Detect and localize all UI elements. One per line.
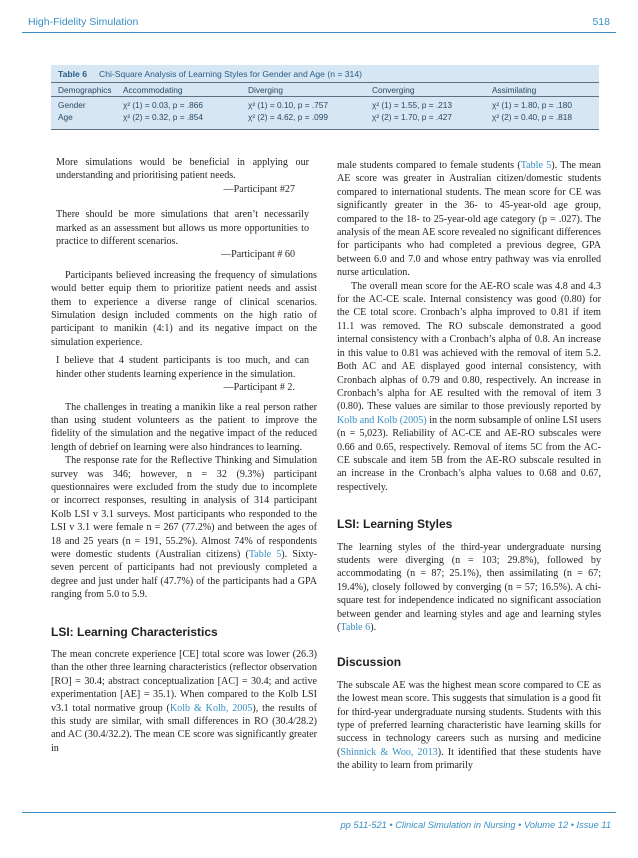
paragraph: The subscale AE was the highest mean score compared to CE as the lowest mean score. This suggests that simulation is a good fit for third-year undergraduate nursing students. Students with this type of preferred learning characteristic have learning skills for success in technology careers such as nursing and medicine (Shinnick & Woo, 2013). It identified that these students have the ability to learn from primarily bbox=[337, 679, 602, 772]
paragraph: Participants believed increasing the frequency of simulations would better equip them to prioritize patient needs and assist them to experience a diverse range of clinical scenarios. Simulation design included comments on the high ratio of participant to manikin (4:1) and its negative impact on the simulation experience. bbox=[51, 269, 317, 348]
table-cell: χ² (1) = 0.03, p = .866 bbox=[123, 100, 203, 110]
table-5-link[interactable]: Table 5 bbox=[520, 160, 552, 171]
table-6 bbox=[51, 65, 599, 130]
paragraph: The learning styles of the third-year undergraduate nursing students were diverging (n = 103; 29.8%), followed by accommodating (n = 87; 25.1%), then assimilating (n = 67; 19.4%), closely followed by converging (n = 57; 16.5%). A chi-square test for independence indicated no significant association between gender and learning styles and age and learning styles (Table 6). bbox=[337, 541, 601, 633]
quote-text: I believe that 4 student participants is too much, and can hinder other students learning experience in the simulation. bbox=[56, 355, 309, 380]
page-number: 518 bbox=[592, 16, 610, 28]
quote-text: More simulations would be beneficial in applying our understanding and prioritising patient needs. bbox=[56, 157, 309, 182]
section-heading: LSI: Learning Characteristics bbox=[51, 624, 218, 639]
shinnick-woo-link[interactable]: Shinnick & Woo, 2013 bbox=[340, 746, 438, 758]
footer-rule bbox=[22, 812, 616, 813]
section-heading: LSI: Learning Styles bbox=[337, 517, 453, 532]
kolb-2005-link[interactable]: Kolb & Kolb, 2005 bbox=[169, 702, 253, 714]
table-cell: χ² (1) = 1.80, p = .180 bbox=[492, 100, 572, 110]
quote-block bbox=[56, 354, 317, 394]
running-title: High-Fidelity Simulation bbox=[28, 16, 139, 28]
table-cell: χ² (1) = 0.10, p = .757 bbox=[248, 100, 328, 110]
quote-block bbox=[56, 156, 317, 196]
table-header-cell: Converging bbox=[372, 85, 415, 95]
header-rule bbox=[22, 32, 616, 33]
table-cell: Age bbox=[58, 112, 73, 122]
section-heading: Discussion bbox=[337, 655, 402, 670]
table-5-link[interactable]: Table 5 bbox=[248, 548, 282, 560]
paragraph: The response rate for the Reflective Thinking and Simulation survey was 346; however, n = 32 (9.3%) participant questionnaires were excluded from the study due to incomplete or incorrect responses, resulting in analysis of 314 participant Kolb LSI v 3.1 surveys. Most participants who responded to the LSI v 3.1 were female n = 267 (77.2%) and between the ages of 18 and 25 years (n = 191, 55.2%). Almost 74% of respondents were domestic students (Australian citizens) (Table 5). Sixty-seven percent of participants had not previously completed a degree and just under half (47.7%) of the participants had a GPA ranging from 5.0 to 5.9. bbox=[51, 455, 318, 601]
quote-attribution: —Participant # 2. bbox=[223, 382, 295, 394]
paragraph: The overall mean score for the AE-RO scale was 4.8 and 4.3 for the AC-CE scale. Internal consistency was good (0.80) for the CE total score. Cronbach’s alpha improved to 0.81 if item 11.1 was removed. The RO subscale demonstrated a good internal consistency with a Cronbach’s alpha of 0.8. An increase in this value to 0.81 was achieved with the removal of item 5.2. Both AC and AE displayed good internal consistency, with Cronbach alphas of 0.79 and 0.80, respectively. An increase in Cronbach’s alpha for AE resulted with the removal of item 3 (0.80). These values are similar to those previously reported by Kolb and Kolb (2005) in the norm subsample of online LSI users (n = 5,023). Reliability of AC-CE and AE-RO subscales were 0.66 and 0.65, respectively. Removal of items 5C from the AC-CE subscale and item 5B from the AE-RO subscale resulted in an increase in the Cronbach’s alpha values to 0.68 and 0.67, respectively. bbox=[337, 280, 601, 493]
table-header-cell: Accommodating bbox=[123, 85, 183, 95]
table-cell: χ² (2) = 0.32, p = .854 bbox=[123, 112, 203, 122]
running-footer: pp 511-521 • Clinical Simulation in Nursing • Volume 12 • Issue 11 bbox=[340, 820, 611, 830]
right-column bbox=[337, 159, 601, 773]
table-6-link[interactable]: Table 6 bbox=[340, 622, 371, 633]
running-header bbox=[22, 16, 616, 32]
table-header-cell: Demographics bbox=[58, 85, 112, 95]
table-header-cell: Assimilating bbox=[492, 85, 537, 95]
table-cell: χ² (2) = 4.62, p = .099 bbox=[248, 112, 328, 122]
quote-attribution: —Participant # 60 bbox=[220, 249, 295, 261]
paragraph: male students compared to female students (Table 5). The mean AE score was greater in Australian citizen/domestic students compared to international students. The mean score for CE was significantly greater in the 36- to 45-year-old age group, compared to the 18- to 25-year-old age category (p = .027). The analysis of the mean AE score revealed no significant differences for participants who had completed a previous degree, GPA between 6.0 and 7.0 and whose entry pathway was via enrolled nurse articulation. bbox=[337, 160, 601, 279]
quote-attribution: —Participant #27 bbox=[223, 183, 295, 195]
table-cell: χ² (1) = 1.55, p = .213 bbox=[372, 100, 452, 110]
quote-text: There should be more simulations that aren’t necessarily marked as an assessment but allows us more opportunities to practice to different scenarios. bbox=[56, 209, 309, 248]
paragraph: The mean concrete experience [CE] total score was lower (26.3) than the other three learning characteristics (reflector observation [RO] = 30.4; abstract conceptualization [AC] = 30.4; and active experimentation [AE] = 35.1). When compared to the Kolb LSI v3.1 total normative group (Kolb & Kolb, 2005), the results of this study are similar, with small differences in RO (30.4/28.2) and AC (30.4/32.2). The mean CE score was significantly greater in bbox=[51, 649, 317, 754]
table-cell: χ² (2) = 0.40, p = .818 bbox=[492, 112, 572, 122]
table-cell: χ² (2) = 1.70, p = .427 bbox=[372, 112, 452, 122]
quote-block bbox=[56, 208, 317, 262]
table-cell: Gender bbox=[58, 100, 86, 110]
paragraph: The challenges in treating a manikin like a real person rather than using student volunteers as the patient to improve the fidelity of the simulation and the negative impact of the reduced length of debrief on learning were also hindrances to learning. bbox=[51, 401, 317, 453]
left-column bbox=[51, 156, 317, 755]
table-header-cell: Diverging bbox=[248, 85, 284, 95]
kolb-and-kolb-link[interactable]: Kolb and Kolb (2005) bbox=[337, 414, 427, 426]
table-caption: Table 6 Chi-Square Analysis of Learning Styles for Gender and Age (n = 314) bbox=[58, 69, 362, 79]
